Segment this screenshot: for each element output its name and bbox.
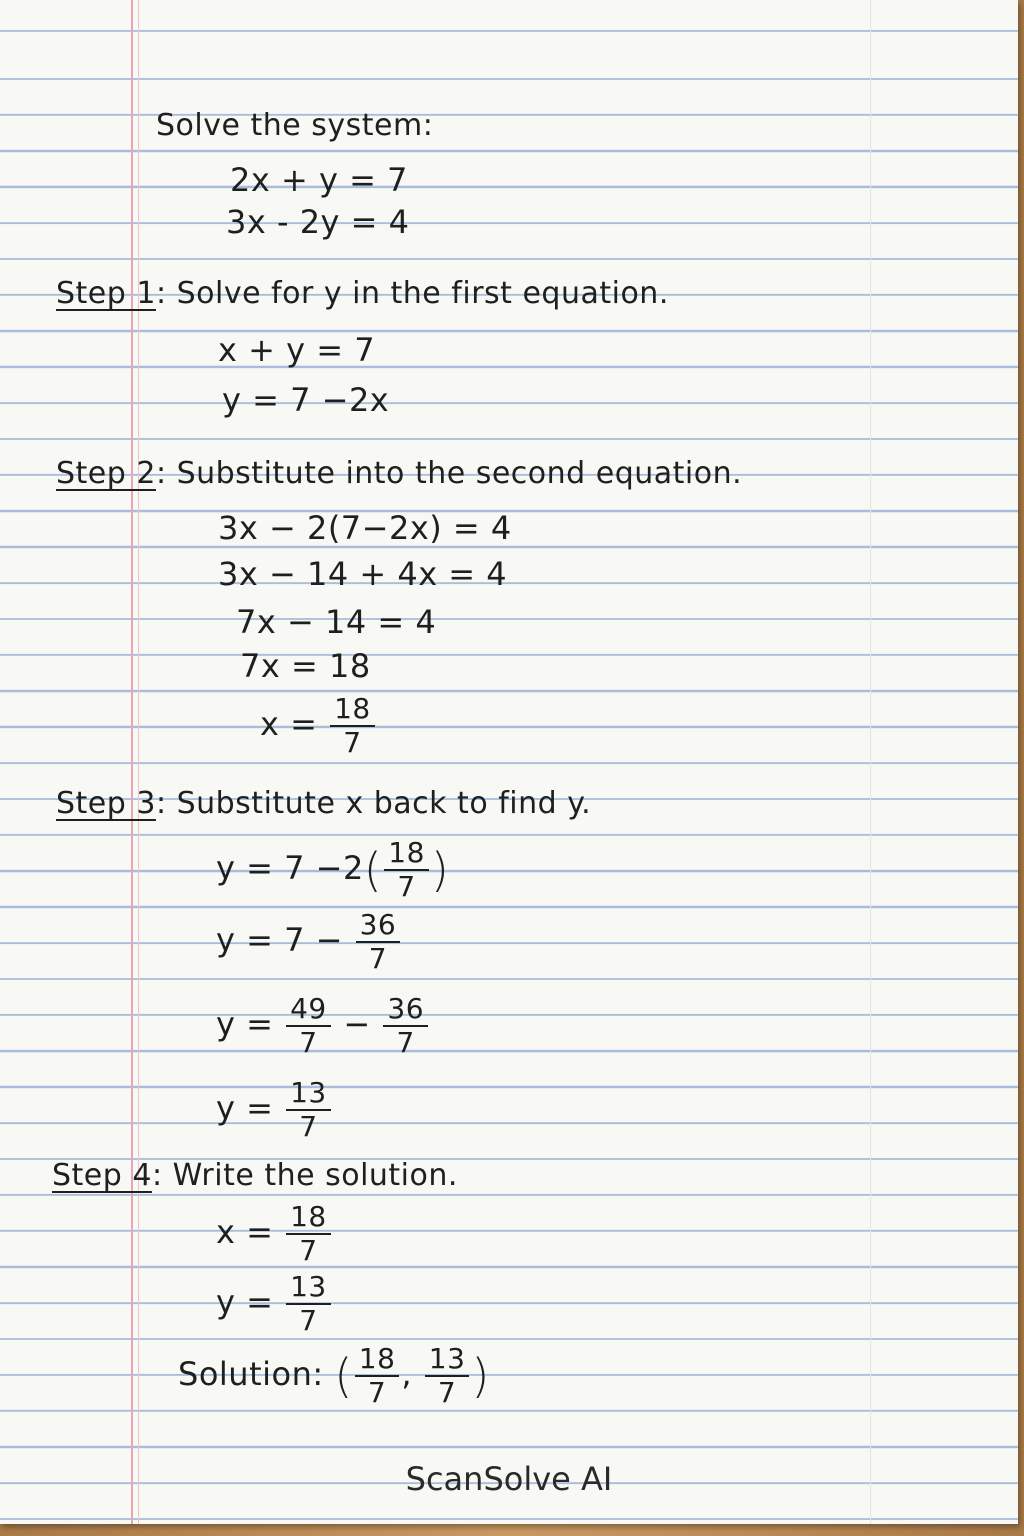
fraction-36-7	[356, 909, 401, 975]
step-2-heading	[56, 456, 742, 492]
step-4-y-lhs: y =	[216, 1283, 274, 1321]
fraction-numerator: 18	[384, 837, 429, 871]
minus-sign: −	[343, 1005, 371, 1043]
step-3-text: : Substitute x back to find y.	[155, 786, 592, 821]
fraction-denominator: 7	[368, 942, 388, 975]
step-3-line-3	[216, 990, 430, 1059]
margin-line	[131, 0, 133, 1524]
fraction-denominator: 7	[299, 1026, 318, 1059]
right-guide-line	[870, 0, 871, 1524]
step-3-line-1-lhs: y = 7 −2	[216, 849, 364, 887]
step-1-heading	[56, 276, 669, 312]
step-2-label: Step 2	[56, 456, 156, 491]
close-paren: )	[471, 1349, 490, 1403]
fraction-denominator: 7	[299, 1234, 318, 1267]
fraction-numerator: 13	[286, 1271, 331, 1305]
step-3-label: Step 3	[56, 786, 156, 821]
step-2-line-1: 3x − 2(7−2x) = 4	[218, 509, 512, 547]
step-4-text: : Write the solution.	[151, 1158, 458, 1193]
step-2-line-3: 7x − 14 = 4	[236, 603, 437, 641]
final-solution	[178, 1340, 490, 1410]
fraction-numerator: 49	[286, 993, 331, 1027]
fraction-18-7	[355, 1343, 400, 1409]
fraction-numerator: 13	[425, 1343, 470, 1377]
open-paren: (	[363, 843, 383, 897]
step-4-x-value	[216, 1198, 333, 1267]
fraction-numerator: 18	[286, 1201, 331, 1235]
fraction-numerator: 18	[330, 693, 375, 727]
fraction-49-7	[286, 993, 331, 1059]
step-1-text: : Solve for y in the first equation.	[155, 276, 669, 311]
problem-heading: Solve the system:	[156, 108, 434, 143]
step-3-line-2	[216, 906, 402, 975]
fraction-36-7	[383, 993, 428, 1059]
problem-equation-1: 2x + y = 7	[230, 161, 408, 199]
step-4-label: Step 4	[52, 1158, 152, 1193]
fraction-18-7	[286, 1201, 331, 1267]
step-3-line-3-lhs: y =	[216, 1005, 274, 1043]
fraction-denominator: 7	[367, 1376, 387, 1409]
step-4-heading	[52, 1158, 458, 1194]
step-4-y-value	[216, 1268, 333, 1337]
open-paren: (	[334, 1349, 353, 1403]
step-3-line-4	[216, 1074, 333, 1143]
step-4-x-lhs: x =	[216, 1213, 274, 1251]
fraction-denominator: 7	[343, 726, 362, 759]
step-1-line-2: y = 7 −2x	[222, 381, 390, 419]
fraction-denominator: 7	[299, 1304, 318, 1337]
step-3-heading	[56, 786, 591, 822]
footer-brand: ScanSolve AI	[405, 1460, 613, 1498]
fraction-13-7	[286, 1077, 331, 1143]
fraction-numerator: 13	[286, 1077, 331, 1111]
step-3-line-4-lhs: y =	[216, 1089, 274, 1127]
solution-label: Solution:	[178, 1355, 324, 1393]
close-paren: )	[430, 843, 450, 897]
step-3-line-1	[216, 836, 449, 903]
step-2-text: : Substitute into the second equation.	[155, 456, 743, 491]
fraction-denominator: 7	[397, 870, 416, 903]
fraction-denominator: 7	[299, 1110, 318, 1143]
problem-equation-2: 3x - 2y = 4	[226, 203, 410, 241]
fraction-numerator: 18	[355, 1343, 400, 1377]
fraction-18-7	[330, 693, 375, 759]
fraction-denominator: 7	[437, 1376, 457, 1409]
comma: ,	[401, 1355, 413, 1393]
fraction-13-7	[425, 1343, 470, 1409]
margin-line-inner	[138, 0, 139, 1524]
fraction-denominator: 7	[396, 1026, 415, 1059]
step-3-line-2-lhs: y = 7 −	[216, 921, 343, 959]
fraction-numerator: 36	[356, 909, 401, 943]
fraction-numerator: 36	[383, 993, 428, 1027]
step-1-label: Step 1	[56, 276, 156, 311]
fraction-18-7	[384, 837, 429, 903]
step-2-line-4: 7x = 18	[240, 647, 371, 685]
fraction-13-7	[286, 1271, 331, 1337]
step-2-line-5	[260, 690, 377, 759]
step-1-line-1: x + y = 7	[218, 331, 376, 369]
step-2-line-2: 3x − 14 + 4x = 4	[218, 555, 508, 593]
step-2-line-5-lhs: x =	[260, 705, 318, 743]
